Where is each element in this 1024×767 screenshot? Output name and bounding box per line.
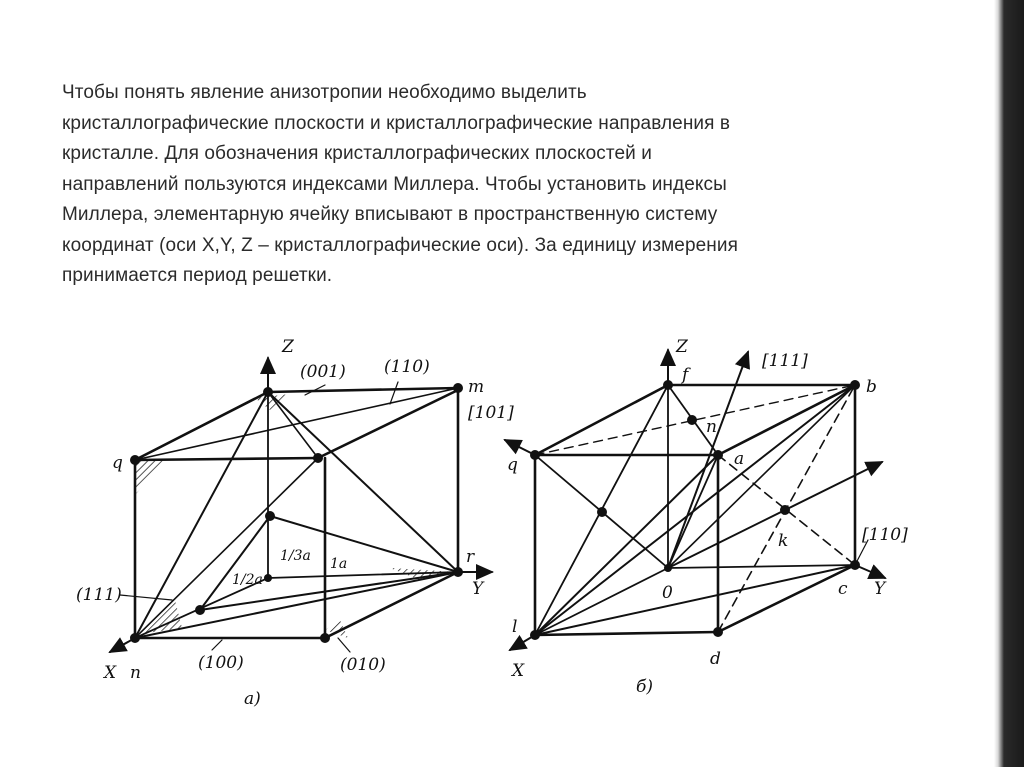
axis-z-label: Z xyxy=(676,337,688,357)
point-d-label: d xyxy=(710,649,721,669)
slide-edge-decoration xyxy=(994,0,1024,767)
axis-x-label: X xyxy=(512,661,525,681)
axis-z-label: Z xyxy=(282,337,294,357)
length-third-label: 1/3a xyxy=(280,548,311,564)
text-line: координат (оси X,Y, Z – кристаллографические оси). За единицу измерения xyxy=(62,234,738,256)
axis-y-label: Y xyxy=(874,579,886,599)
plane-110-label: (110) xyxy=(384,357,430,377)
direction-101-label: [101] xyxy=(468,403,514,423)
length-half-label: 1/2a xyxy=(232,572,263,588)
text-line: кристалле. Для обозначения кристаллографических плоскостей и xyxy=(62,143,652,164)
point-b-label: b xyxy=(866,377,877,397)
point-q-label: q xyxy=(507,455,518,475)
point-n-label: n xyxy=(130,663,141,683)
point-n-label: n xyxy=(706,417,717,437)
axis-x-label: X xyxy=(104,663,117,683)
point-l-label: l xyxy=(512,617,518,637)
crystal-diagrams xyxy=(0,320,960,760)
text-line: Чтобы понять явление анизотропии необходимо выделить xyxy=(62,82,587,103)
direction-110-label: [110] xyxy=(862,525,908,545)
point-q-label: q xyxy=(112,453,123,473)
plane-001-label: (001) xyxy=(300,362,346,382)
text-line: принимается период решетки. xyxy=(62,265,333,286)
text-line: направлений пользуются индексами Миллера. Чтобы установить индексы xyxy=(62,173,727,195)
point-r-label: r xyxy=(466,547,475,567)
figure-b-caption: б) xyxy=(636,677,654,697)
text-line: Миллера, элементарную ячейку вписывают в пространственную систему xyxy=(62,204,718,225)
plane-100-label: (100) xyxy=(198,653,244,673)
figure-b-cube xyxy=(505,350,885,650)
point-o-label: 0 xyxy=(662,583,673,603)
direction-111-label: [111] xyxy=(762,351,808,371)
body-text xyxy=(62,78,912,292)
point-k-label: k xyxy=(778,531,789,551)
point-a-label: a xyxy=(734,449,745,469)
text-line: кристаллографические плоскости и кристаллографические направления в xyxy=(62,112,731,134)
figure-a-caption: а) xyxy=(244,689,261,709)
plane-111-label: (111) xyxy=(76,585,122,605)
point-f-label: f xyxy=(682,365,689,385)
point-m-label: m xyxy=(468,377,485,397)
axis-y-label: Y xyxy=(472,579,484,599)
plane-010-label: (010) xyxy=(340,655,386,675)
length-one-label: 1a xyxy=(330,556,348,572)
point-c-label: c xyxy=(838,579,848,599)
